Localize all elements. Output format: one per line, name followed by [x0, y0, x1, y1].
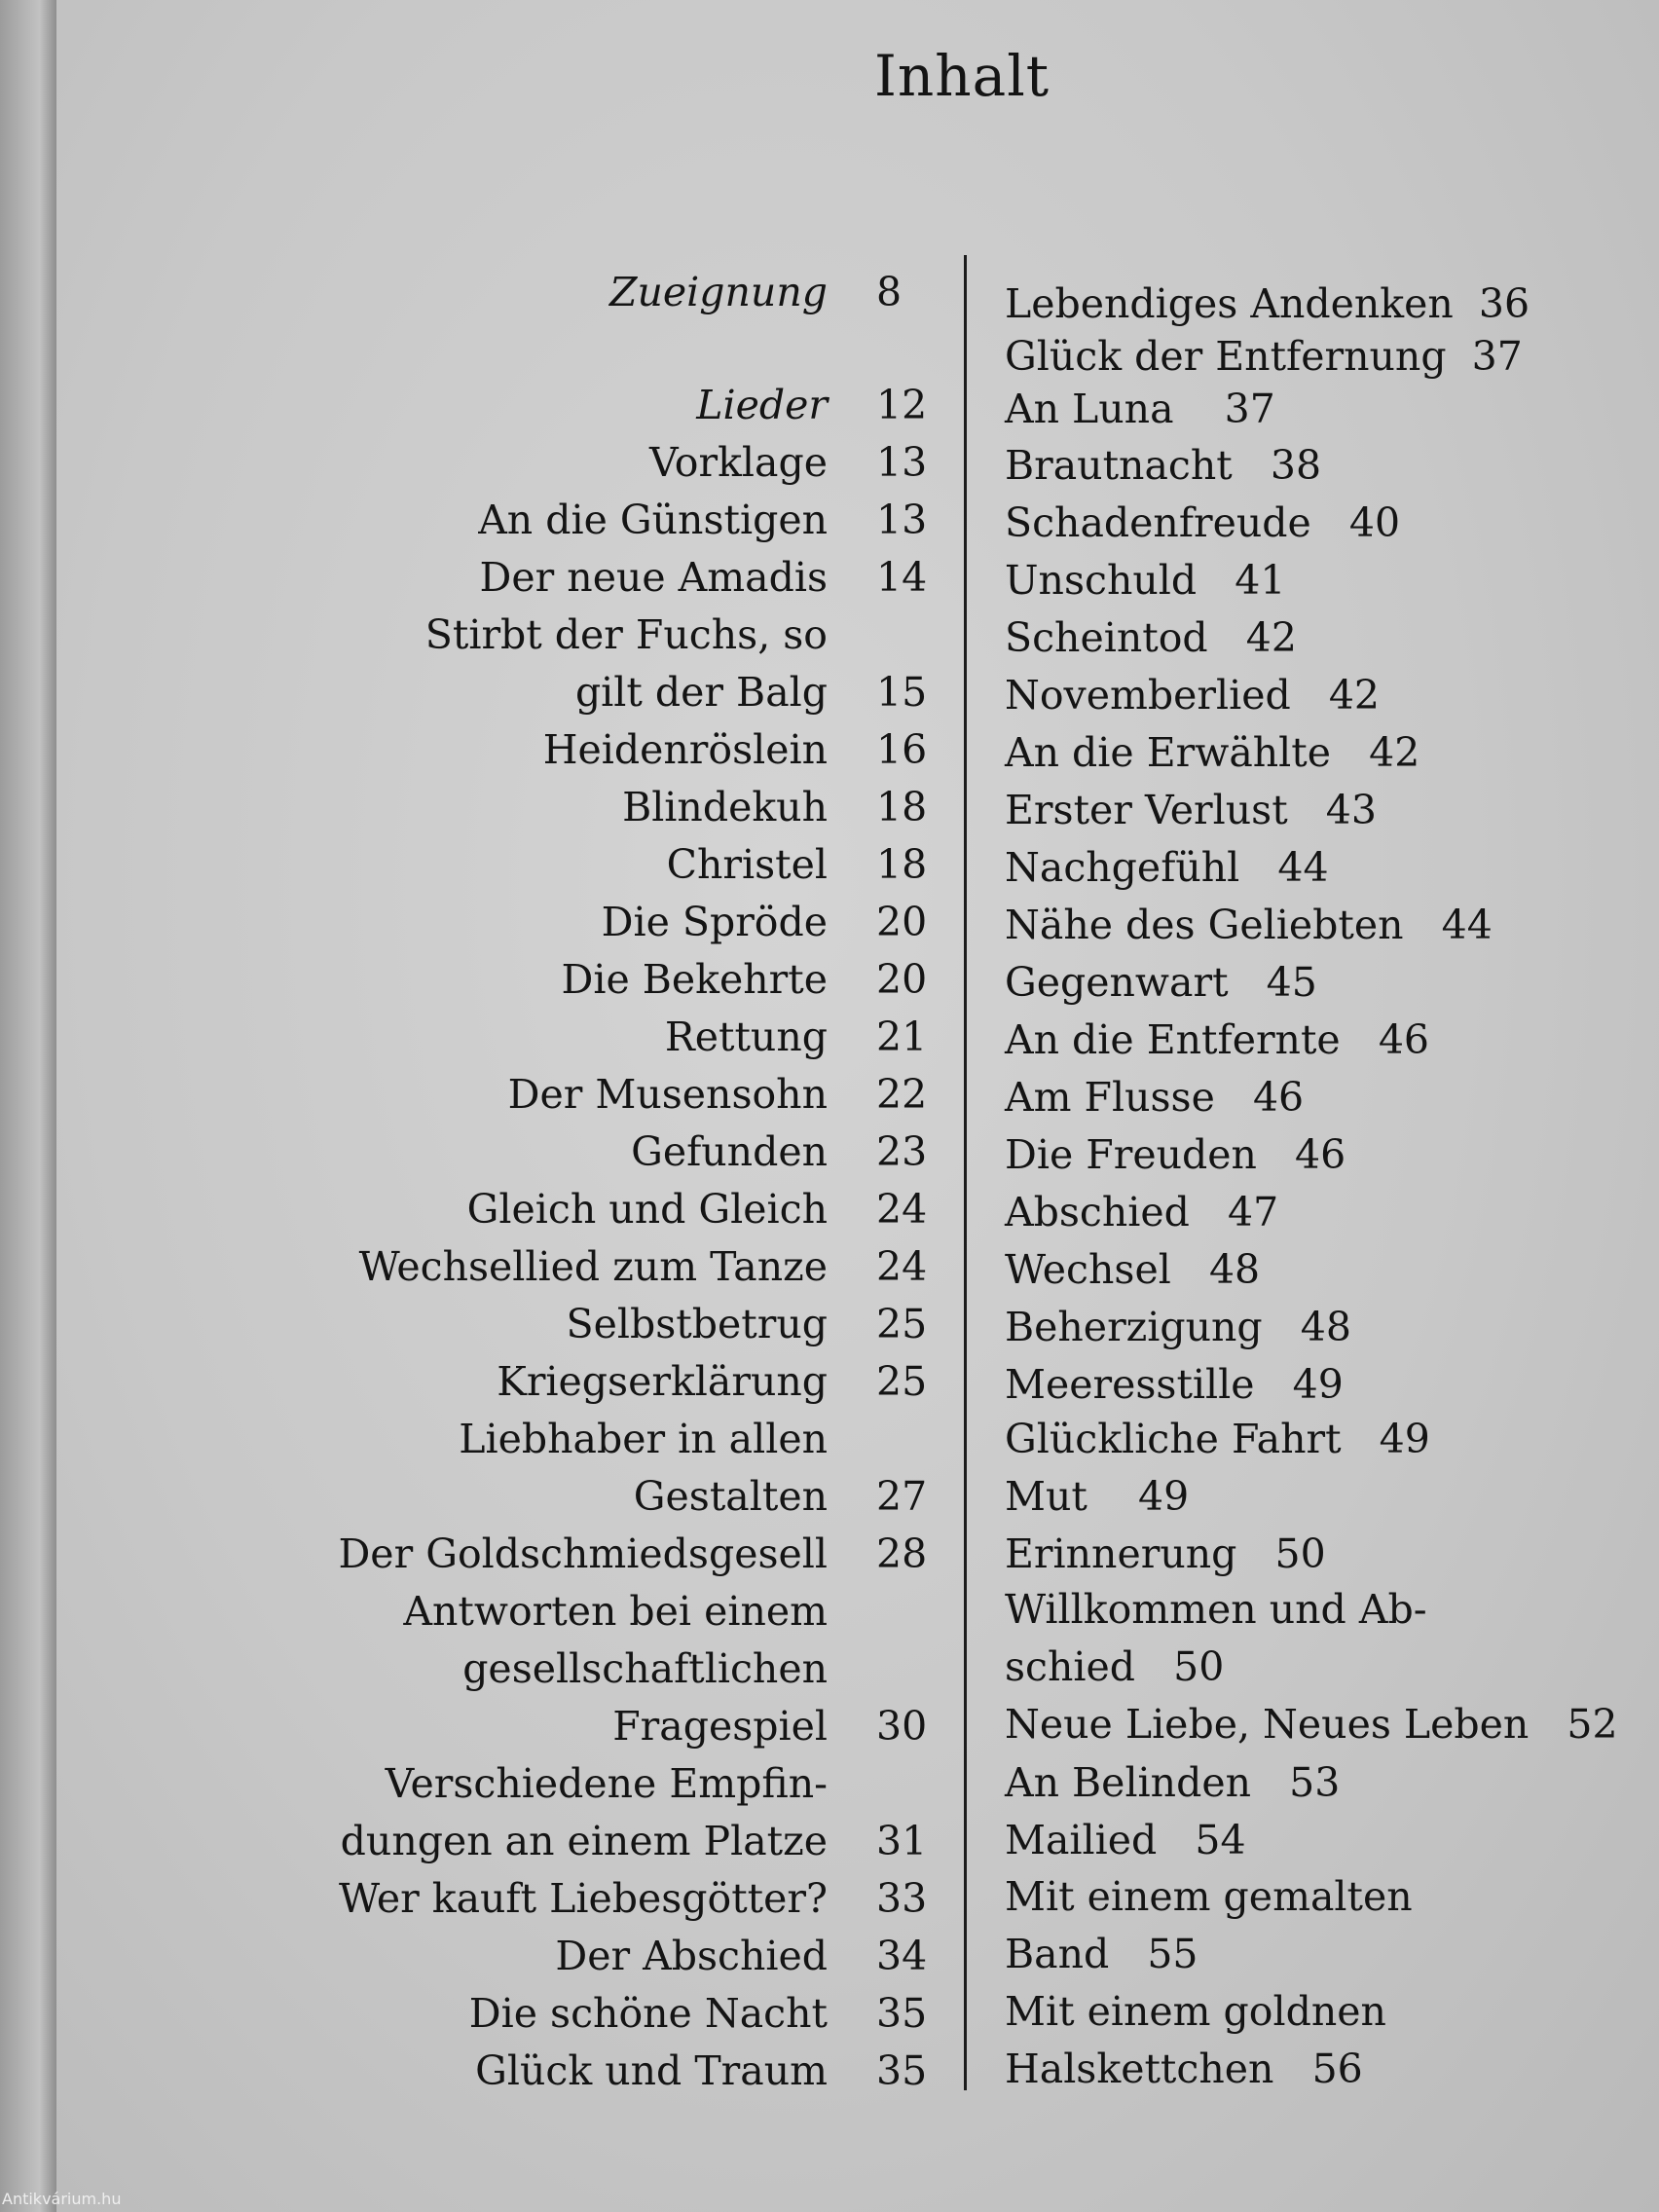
toc-right-entry — [1005, 1986, 1412, 2037]
toc-right-page: 55 — [1147, 1931, 1198, 1977]
toc-left-page: 16 — [876, 726, 928, 773]
toc-left-page: 22 — [876, 1071, 928, 1118]
toc-right-entry — [1005, 384, 1275, 434]
toc-left-page: 34 — [876, 1933, 928, 1979]
toc-right-title: Am Flusse — [1005, 1074, 1215, 1121]
toc-right-entry — [1005, 440, 1321, 491]
toc-right-page: 43 — [1325, 787, 1377, 833]
toc-right-title: Novemberlied — [1005, 672, 1291, 719]
toc-right-page: 50 — [1173, 1643, 1225, 1690]
toc-left-title: Der Goldschmiedsgesell — [338, 1530, 828, 1577]
book-spine-edge — [0, 0, 56, 2212]
toc-right-page: 47 — [1228, 1189, 1279, 1235]
toc-right-page: 54 — [1195, 1817, 1246, 1863]
toc-right-entry — [1005, 1187, 1278, 1237]
toc-right-page: 42 — [1369, 729, 1420, 776]
toc-left-title: Gestalten — [633, 1473, 828, 1520]
toc-right-title: An die Erwählte — [1005, 729, 1332, 776]
toc-left-page: 25 — [876, 1301, 928, 1347]
toc-right-entry — [1005, 2044, 1363, 2094]
toc-left-title: Der Abschied — [555, 1933, 828, 1979]
toc-right-page: 49 — [1292, 1361, 1344, 1408]
toc-right-entry — [1005, 278, 1530, 329]
toc-left-title: Die Spröde — [601, 899, 828, 945]
toc-right-entry — [1005, 785, 1377, 835]
toc-right-page: 56 — [1311, 2046, 1363, 2092]
toc-left-title: Blindekuh — [622, 784, 828, 830]
toc-right-title: Band — [1005, 1931, 1110, 1977]
toc-right-entry — [1005, 1072, 1304, 1123]
toc-right-page: 37 — [1471, 333, 1523, 380]
toc-right-entry — [1005, 670, 1380, 720]
toc-right-title: Glück der Entfernung — [1005, 333, 1447, 380]
toc-left-title: Wechsellied zum Tanze — [358, 1243, 828, 1290]
toc-right-page: 40 — [1348, 499, 1401, 546]
toc-left-title: gilt der Balg — [574, 669, 828, 716]
toc-left-page: 8 — [876, 269, 903, 315]
toc-left-title: Vorklage — [648, 439, 828, 486]
toc-right-entry — [1005, 1929, 1198, 1979]
toc-left-page: 13 — [876, 497, 928, 543]
toc-right-entry — [1005, 1302, 1351, 1352]
toc-left-page: 20 — [876, 899, 928, 945]
toc-right-entry — [1005, 842, 1329, 893]
toc-left-page: 20 — [876, 956, 928, 1003]
toc-right-page: 44 — [1441, 902, 1493, 948]
toc-left-title: Christel — [666, 841, 828, 888]
toc-left-title: Fragespiel — [612, 1703, 828, 1750]
toc-left-title: Stirbt der Fuchs, so — [424, 611, 828, 658]
toc-right-title: Nachgefühl — [1005, 844, 1240, 891]
toc-right-entry — [1005, 1414, 1430, 1464]
toc-right-title: Schadenfreude — [1005, 499, 1311, 546]
toc-left-title: Zueignung — [609, 269, 828, 315]
toc-right-page: 42 — [1328, 672, 1380, 719]
toc-right-entry — [1005, 1359, 1344, 1410]
toc-right-title: Nähe des Geliebten — [1005, 902, 1404, 948]
toc-left-title: Rettung — [664, 1014, 828, 1060]
toc-right-title: Mit einem goldnen — [1005, 1988, 1386, 2035]
toc-right-entry — [1005, 1641, 1224, 1692]
toc-left-title: Gleich und Gleich — [466, 1186, 828, 1233]
toc-right-entry — [1005, 1815, 1246, 1865]
toc-right-page: 46 — [1378, 1016, 1429, 1063]
toc-right-title: Erster Verlust — [1005, 787, 1288, 833]
toc-right-title: An Belinden — [1005, 1759, 1251, 1806]
toc-right-page: 48 — [1300, 1304, 1351, 1350]
toc-left-page: 35 — [876, 2047, 928, 2094]
toc-right-title: An die Entfernte — [1005, 1016, 1341, 1063]
toc-right-title: Scheintod — [1005, 614, 1208, 661]
toc-right-title: Brautnacht — [1005, 442, 1233, 489]
toc-right-page: 52 — [1567, 1701, 1618, 1748]
toc-right-title: Mit einem gemalten — [1005, 1873, 1413, 1920]
toc-right-entry — [1005, 1757, 1340, 1808]
toc-right-title: Wechsel — [1005, 1246, 1171, 1293]
toc-right-page: 53 — [1289, 1759, 1341, 1806]
toc-left-page: 23 — [876, 1128, 928, 1175]
toc-right-page: 42 — [1245, 614, 1297, 661]
toc-right-entry — [1005, 555, 1285, 606]
toc-left-title: Selbstbetrug — [566, 1301, 828, 1347]
toc-left-title: Die schöne Nacht — [468, 1990, 828, 2037]
toc-right-entry — [1005, 1471, 1189, 1522]
toc-right-entry — [1005, 727, 1419, 778]
toc-right-title: Gegenwart — [1005, 959, 1229, 1006]
toc-left-page: 25 — [876, 1358, 928, 1405]
toc-left-page: 33 — [876, 1875, 928, 1922]
toc-left-title: Heidenröslein — [542, 726, 828, 773]
toc-right-page: 50 — [1274, 1530, 1326, 1577]
toc-right-entry — [1005, 1584, 1453, 1635]
toc-right-page: 46 — [1252, 1074, 1305, 1121]
toc-left-page: 27 — [876, 1473, 928, 1520]
toc-left-page: 31 — [876, 1818, 928, 1864]
toc-right-page: 46 — [1295, 1131, 1346, 1178]
toc-left-title: Antworten bei einem — [403, 1588, 828, 1635]
toc-left-title: gesellschaftlichen — [462, 1645, 828, 1692]
toc-right-page: 41 — [1235, 557, 1286, 604]
toc-right-entry — [1005, 1871, 1438, 1922]
toc-right-page: 49 — [1379, 1416, 1430, 1462]
toc-right-entry — [1005, 331, 1523, 382]
toc-right-title: Neue Liebe, Neues Leben — [1005, 1701, 1530, 1748]
toc-right-title: Glückliche Fahrt — [1005, 1416, 1342, 1462]
toc-right-entry — [1005, 1699, 1618, 1750]
toc-left-page: 15 — [876, 669, 928, 716]
column-divider — [964, 255, 967, 2090]
toc-right-entry — [1005, 1129, 1346, 1180]
toc-left-title: Kriegserklärung — [497, 1358, 828, 1405]
toc-left-title: Verschiedene Empfin- — [385, 1760, 828, 1807]
toc-right-title: schied — [1005, 1643, 1136, 1690]
toc-left-title: Wer kauft Liebesgötter? — [339, 1875, 828, 1922]
toc-right-entry — [1005, 498, 1400, 548]
toc-left-page: 24 — [876, 1243, 928, 1290]
toc-left-page: 30 — [876, 1703, 928, 1750]
toc-left-title: Glück und Traum — [475, 2047, 828, 2094]
toc-right-title: Beherzigung — [1005, 1304, 1263, 1350]
toc-left-page: 28 — [876, 1530, 928, 1577]
toc-right-page: 48 — [1208, 1246, 1261, 1293]
toc-right-page: 36 — [1478, 280, 1530, 327]
toc-left-title: An die Günstigen — [478, 497, 828, 543]
toc-right-title: Willkommen und Ab- — [1005, 1586, 1427, 1633]
toc-right-entry — [1005, 612, 1297, 663]
toc-left-page: 14 — [876, 554, 928, 601]
toc-right-page: 45 — [1266, 959, 1317, 1006]
watermark: Antikvárium.hu — [2, 2190, 122, 2208]
toc-left-page: 12 — [876, 382, 928, 428]
toc-right-title: Abschied — [1005, 1189, 1190, 1235]
toc-right-title: Erinnerung — [1005, 1530, 1237, 1577]
toc-right-entry — [1005, 1014, 1429, 1065]
toc-right-title: Meeresstille — [1005, 1361, 1255, 1408]
toc-left-title: Liebhaber in allen — [459, 1416, 828, 1462]
toc-right-title: Mut — [1005, 1473, 1088, 1520]
toc-right-title: Mailied — [1005, 1817, 1158, 1863]
toc-right-title: Halskettchen — [1005, 2046, 1274, 2092]
toc-right-title: An Luna — [1005, 386, 1174, 432]
toc-left-page: 18 — [876, 784, 928, 830]
toc-right-page: 37 — [1224, 386, 1275, 432]
toc-right-entry — [1005, 900, 1493, 950]
toc-right-page: 49 — [1138, 1473, 1190, 1520]
toc-left-title: Gefunden — [631, 1128, 828, 1175]
toc-left-page: 21 — [876, 1014, 928, 1060]
toc-right-title: Die Freuden — [1005, 1131, 1257, 1178]
toc-left-title: Die Bekehrte — [561, 956, 828, 1003]
toc-left-page: 24 — [876, 1186, 928, 1233]
toc-right-page: 38 — [1270, 442, 1322, 489]
toc-left-page: 13 — [876, 439, 928, 486]
toc-left-page: 18 — [876, 841, 928, 888]
toc-right-page: 44 — [1277, 844, 1329, 891]
toc-right-title: Lebendiges Andenken — [1005, 280, 1454, 327]
toc-right-entry — [1005, 957, 1317, 1008]
toc-left-title: Der Musensohn — [507, 1071, 828, 1118]
toc-left-title: dungen an einem Platze — [340, 1818, 828, 1864]
toc-left-title: Der neue Amadis — [479, 554, 828, 601]
toc-right-title: Unschuld — [1005, 557, 1198, 604]
page-title: Inhalt — [874, 43, 1051, 109]
toc-right-entry — [1005, 1244, 1260, 1295]
toc-left-title: Lieder — [696, 382, 828, 428]
toc-right-entry — [1005, 1529, 1326, 1579]
toc-left-page: 35 — [876, 1990, 928, 2037]
